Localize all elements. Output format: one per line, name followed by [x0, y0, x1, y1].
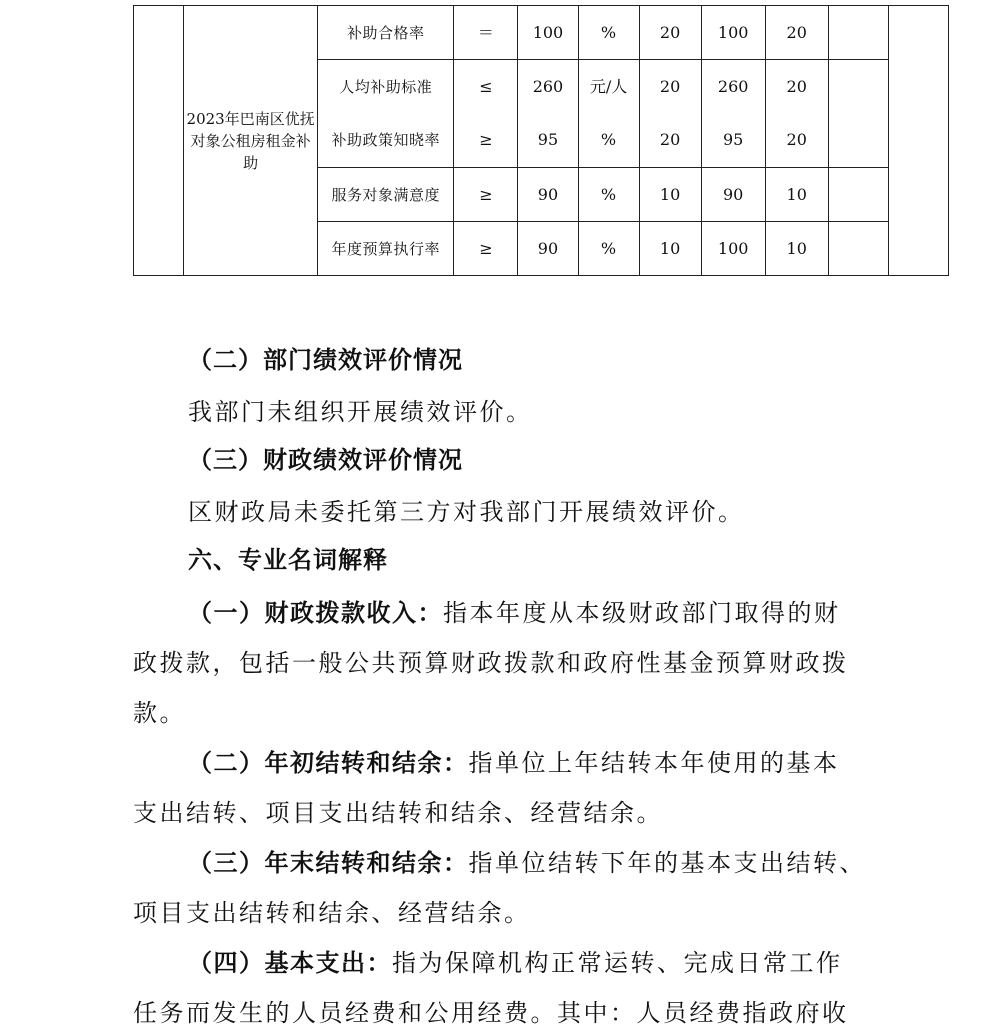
indicator-cell: 补助合格率 — [318, 6, 454, 60]
glossary-item-2 — [188, 743, 840, 778]
weight-cell: 20 — [639, 60, 701, 114]
glossary-item-4 — [188, 943, 843, 978]
glossary-item-1 — [188, 593, 841, 628]
target-cell: 95 — [518, 114, 578, 168]
score-cell: 10 — [765, 168, 828, 222]
operator-cell: ≥ — [454, 222, 518, 276]
weight-cell: 20 — [639, 6, 701, 60]
operator-cell: ≥ — [454, 168, 518, 222]
target-cell: 260 — [518, 60, 578, 114]
actual-cell: 260 — [701, 60, 765, 114]
weight-cell: 10 — [639, 168, 701, 222]
score-cell: 20 — [765, 114, 828, 168]
table-cell-empty — [828, 168, 888, 222]
glossary-term: （四）基本支出： — [188, 949, 392, 977]
target-cell: 90 — [518, 222, 578, 276]
target-cell: 100 — [518, 6, 578, 60]
table-cell-empty — [828, 60, 888, 114]
unit-cell: % — [578, 168, 639, 222]
indicator-cell: 补助政策知晓率 — [318, 114, 454, 168]
project-name-cell: 2023年巴南区优抚对象公租房租金补助 — [184, 6, 318, 276]
glossary-text: 项目支出结转和结余、经营结余。 — [133, 899, 531, 927]
score-cell: 10 — [765, 222, 828, 276]
table-row — [134, 6, 949, 60]
unit-cell: 元/人 — [578, 60, 639, 114]
performance-table — [133, 5, 949, 276]
indicator-cell: 人均补助标准 — [318, 60, 454, 114]
operator-cell: ≤ — [454, 60, 518, 114]
glossary-item-3 — [188, 843, 866, 878]
glossary-term: （一）财政拨款收入： — [188, 599, 443, 627]
table-cell-empty — [828, 222, 888, 276]
score-cell: 20 — [765, 60, 828, 114]
actual-cell: 95 — [701, 114, 765, 168]
weight-cell: 20 — [639, 114, 701, 168]
actual-cell: 100 — [701, 222, 765, 276]
actual-cell: 100 — [701, 6, 765, 60]
glossary-text: 任务而发生的人员经费和公用经费。其中：人员经费指政府收 — [133, 999, 849, 1027]
indicator-cell: 服务对象满意度 — [318, 168, 454, 222]
operator-cell: ＝ — [454, 6, 518, 60]
glossary-text: 政拨款，包括一般公共预算财政拨款和政府性基金预算财政拨 — [133, 649, 849, 677]
operator-cell: ≥ — [454, 114, 518, 168]
unit-cell: % — [578, 6, 639, 60]
section-heading-2: （二）部门绩效评价情况 — [188, 346, 463, 374]
glossary-text: 指为保障机构正常运转、完成日常工作 — [392, 949, 843, 977]
glossary-heading: 六、专业名词解释 — [188, 546, 388, 574]
table-cell-empty — [828, 114, 888, 168]
glossary-text: 指单位结转下年的基本支出结转、 — [468, 849, 866, 877]
unit-cell: % — [578, 114, 639, 168]
glossary-term: （三）年末结转和结余： — [188, 849, 469, 877]
unit-cell: % — [578, 222, 639, 276]
glossary-text: 指单位上年结转本年使用的基本 — [468, 749, 840, 777]
section-heading-3: （三）财政绩效评价情况 — [188, 446, 463, 474]
weight-cell: 10 — [639, 222, 701, 276]
glossary-text: 指本年度从本级财政部门取得的财 — [443, 599, 841, 627]
section-body-2: 我部门未组织开展绩效评价。 — [188, 398, 533, 426]
glossary-text: 支出结转、项目支出结转和结余、经营结余。 — [133, 799, 663, 827]
target-cell: 90 — [518, 168, 578, 222]
table-cell-empty — [134, 6, 184, 276]
section-body-3: 区财政局未委托第三方对我部门开展绩效评价。 — [188, 498, 745, 526]
glossary-text: 款。 — [133, 699, 186, 727]
score-cell: 20 — [765, 6, 828, 60]
glossary-term: （二）年初结转和结余： — [188, 749, 469, 777]
table-cell-empty — [828, 6, 888, 60]
indicator-cell: 年度预算执行率 — [318, 222, 454, 276]
table-cell-empty — [888, 6, 948, 276]
actual-cell: 90 — [701, 168, 765, 222]
